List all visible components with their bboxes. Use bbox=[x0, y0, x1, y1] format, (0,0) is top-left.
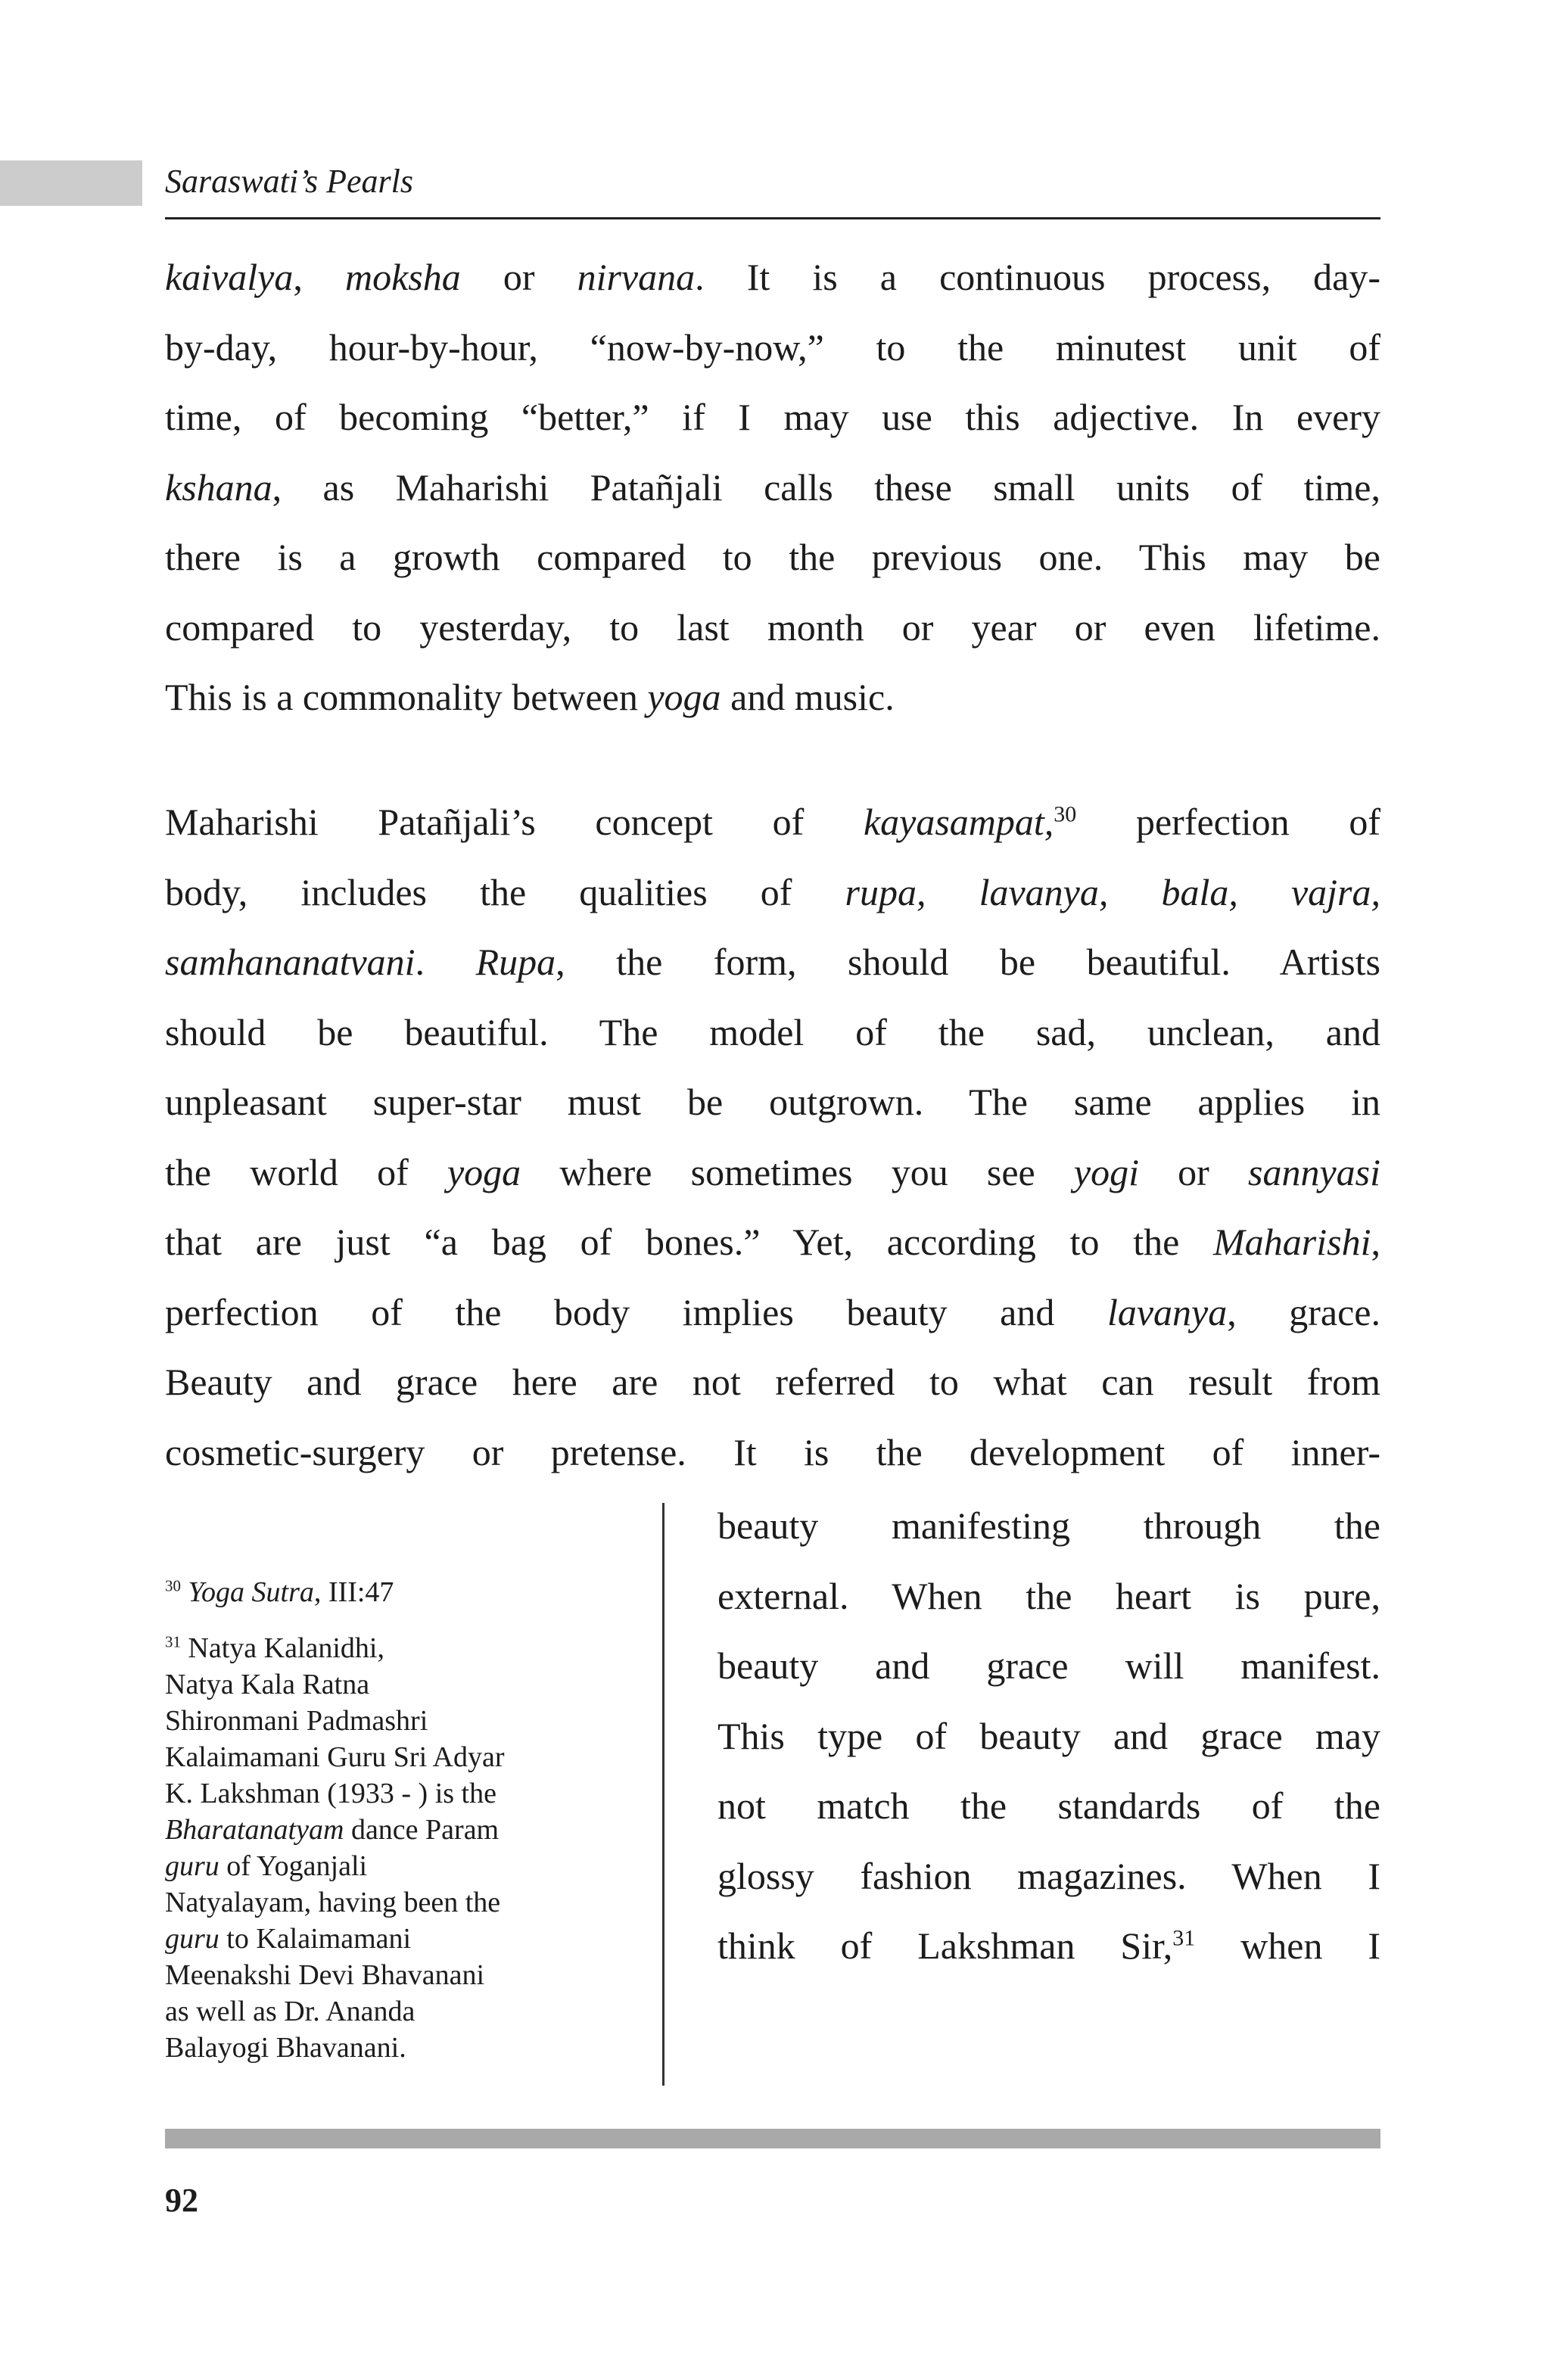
italic-term: rupa, lavanya, bala, vajra, bbox=[845, 870, 1380, 913]
footnote-line: as well as Dr. Ananda bbox=[165, 1996, 416, 2027]
text-line: unpleasant super-star must be outgrown. The same applies in bbox=[165, 1081, 1380, 1123]
text-line bbox=[165, 242, 1380, 313]
text-segment: body, includes the qualities of bbox=[165, 870, 845, 913]
footnote-line: Natya Kala Ratna bbox=[165, 1669, 370, 1700]
italic-term: kayasampat, bbox=[863, 801, 1054, 843]
text-segment: Natya Kalanidhi, bbox=[188, 1632, 384, 1664]
text-segment: dance Param bbox=[344, 1814, 500, 1846]
italic-term: samhananatvani bbox=[165, 941, 416, 983]
text-line bbox=[165, 662, 1380, 733]
text-segment: where sometimes you see bbox=[521, 1150, 1074, 1193]
text-segment: or bbox=[460, 256, 577, 298]
italic-term: kshana bbox=[165, 465, 272, 509]
text-line: beauty and grace will manifest. bbox=[717, 1644, 1380, 1687]
italic-term: lavanya bbox=[1106, 1290, 1228, 1333]
text-segment: the world of bbox=[165, 1150, 447, 1193]
text-line: beauty manifesting through the bbox=[717, 1504, 1380, 1547]
footnote-line bbox=[165, 1812, 619, 1848]
italic-term: Rupa bbox=[475, 941, 556, 983]
italic-term: moksha bbox=[344, 256, 461, 298]
italic-term: yogi bbox=[1073, 1150, 1139, 1193]
text-segment: perfection of bbox=[1076, 801, 1381, 843]
italic-term: guru bbox=[165, 1850, 219, 1882]
footer-bar bbox=[165, 2129, 1380, 2148]
italic-term: nirvana bbox=[577, 256, 696, 298]
footnote-line: Kalaimamani Guru Sri Adyar bbox=[165, 1741, 505, 1773]
italic-term: Bharatanatyam bbox=[165, 1814, 344, 1846]
footnote-number: 30 bbox=[165, 1576, 181, 1595]
text-segment: and music. bbox=[721, 676, 895, 718]
footnote-line bbox=[165, 1848, 619, 1884]
footnote-line bbox=[165, 1630, 619, 1666]
text-line: by-day, hour-by-hour, “now-by-now,” to the minutest unit of bbox=[165, 325, 1380, 369]
text-line: Beauty and grace here are not referred to what can result from bbox=[165, 1361, 1380, 1403]
header-rule bbox=[165, 217, 1380, 219]
footnote-number: 31 bbox=[165, 1632, 181, 1651]
text-segment: to Kalaimamani bbox=[219, 1923, 412, 1955]
paragraph-1 bbox=[165, 242, 1380, 733]
text-line bbox=[165, 1137, 1380, 1208]
text-segment: . bbox=[415, 941, 476, 983]
text-segment: think of Lakshman Sir, bbox=[717, 1924, 1173, 1967]
text-line bbox=[165, 857, 1380, 928]
text-segment: , the form, should be beautiful. Artists bbox=[556, 941, 1381, 983]
text-line: there is a growth compared to the previous one. This may be bbox=[165, 536, 1380, 578]
text-line bbox=[165, 787, 1380, 857]
text-line: glossy fashion magazines. When I bbox=[717, 1854, 1380, 1897]
text-line: not match the standards of the bbox=[717, 1784, 1380, 1827]
text-segment: Maharishi Patañjali’s concept of bbox=[165, 801, 864, 843]
text-line bbox=[165, 1207, 1380, 1277]
text-segment: , bbox=[293, 256, 345, 298]
footnote-line: Balayogi Bhavanani. bbox=[165, 2032, 406, 2064]
italic-term: Yoga Sutra bbox=[188, 1576, 314, 1608]
italic-term: yoga bbox=[647, 676, 721, 718]
text-segment: when I bbox=[1195, 1924, 1380, 1967]
footnote-line bbox=[165, 1921, 619, 1957]
text-line: time, of becoming “better,” if I may use this adjective. In every bbox=[165, 396, 1380, 438]
column-divider bbox=[662, 1503, 665, 2086]
footnote-line: Shironmani Padmashri bbox=[165, 1705, 428, 1737]
text-line bbox=[165, 453, 1380, 523]
text-segment: , III:47 bbox=[313, 1576, 394, 1608]
italic-term: Maharishi bbox=[1213, 1221, 1371, 1263]
page-number: 92 bbox=[165, 2182, 198, 2219]
text-line: cosmetic-surgery or pretense. It is the development of inner- bbox=[165, 1430, 1380, 1473]
paragraph-2 bbox=[165, 787, 1380, 1487]
text-line: compared to yesterday, to last month or year or even lifetime. bbox=[165, 605, 1380, 649]
footnote-31 bbox=[165, 1630, 619, 2066]
text-segment: , as Maharishi Patañjali calls these small units of time, bbox=[272, 465, 1380, 509]
footnote-line: Natyalayam, having been the bbox=[165, 1887, 501, 1918]
text-line bbox=[165, 1277, 1380, 1348]
text-line bbox=[717, 1911, 1380, 1981]
text-segment: of Yoganjali bbox=[219, 1850, 368, 1882]
text-segment: , grace. bbox=[1227, 1290, 1380, 1333]
italic-term: yoga bbox=[447, 1150, 521, 1193]
text-line: should be beautiful. The model of the sad, unclean, and bbox=[165, 1010, 1380, 1053]
footnote-line: Meenakshi Devi Bhavanani bbox=[165, 1959, 485, 1991]
footnote-30 bbox=[165, 1574, 619, 1610]
paragraph-2-continued bbox=[717, 1491, 1380, 1981]
italic-term: kaivalya bbox=[165, 256, 294, 298]
italic-term: sannyasi bbox=[1248, 1150, 1381, 1193]
text-segment: This is a commonality between bbox=[165, 676, 648, 718]
italic-term: guru bbox=[165, 1923, 219, 1955]
running-title: Saraswati’s Pearls bbox=[165, 163, 414, 200]
text-segment: perfection of the body implies beauty and bbox=[165, 1290, 1107, 1333]
footnote-ref-31: 31 bbox=[1172, 1925, 1196, 1951]
text-line bbox=[165, 927, 1380, 997]
text-segment: that are just “a bag of bones.” Yet, according to the bbox=[165, 1221, 1214, 1263]
text-line: external. When the heart is pure, bbox=[717, 1574, 1380, 1617]
text-segment: . It is a continuous process, day- bbox=[695, 256, 1380, 298]
footnote-ref-30: 30 bbox=[1054, 801, 1077, 827]
text-segment: or bbox=[1139, 1150, 1249, 1193]
text-segment: , bbox=[1371, 1221, 1380, 1263]
footnotes bbox=[165, 1574, 619, 2086]
header-gray-tab bbox=[0, 160, 142, 206]
footnote-line: K. Lakshman (1933 - ) is the bbox=[165, 1778, 496, 1809]
text-line: This type of beauty and grace may bbox=[717, 1714, 1380, 1757]
